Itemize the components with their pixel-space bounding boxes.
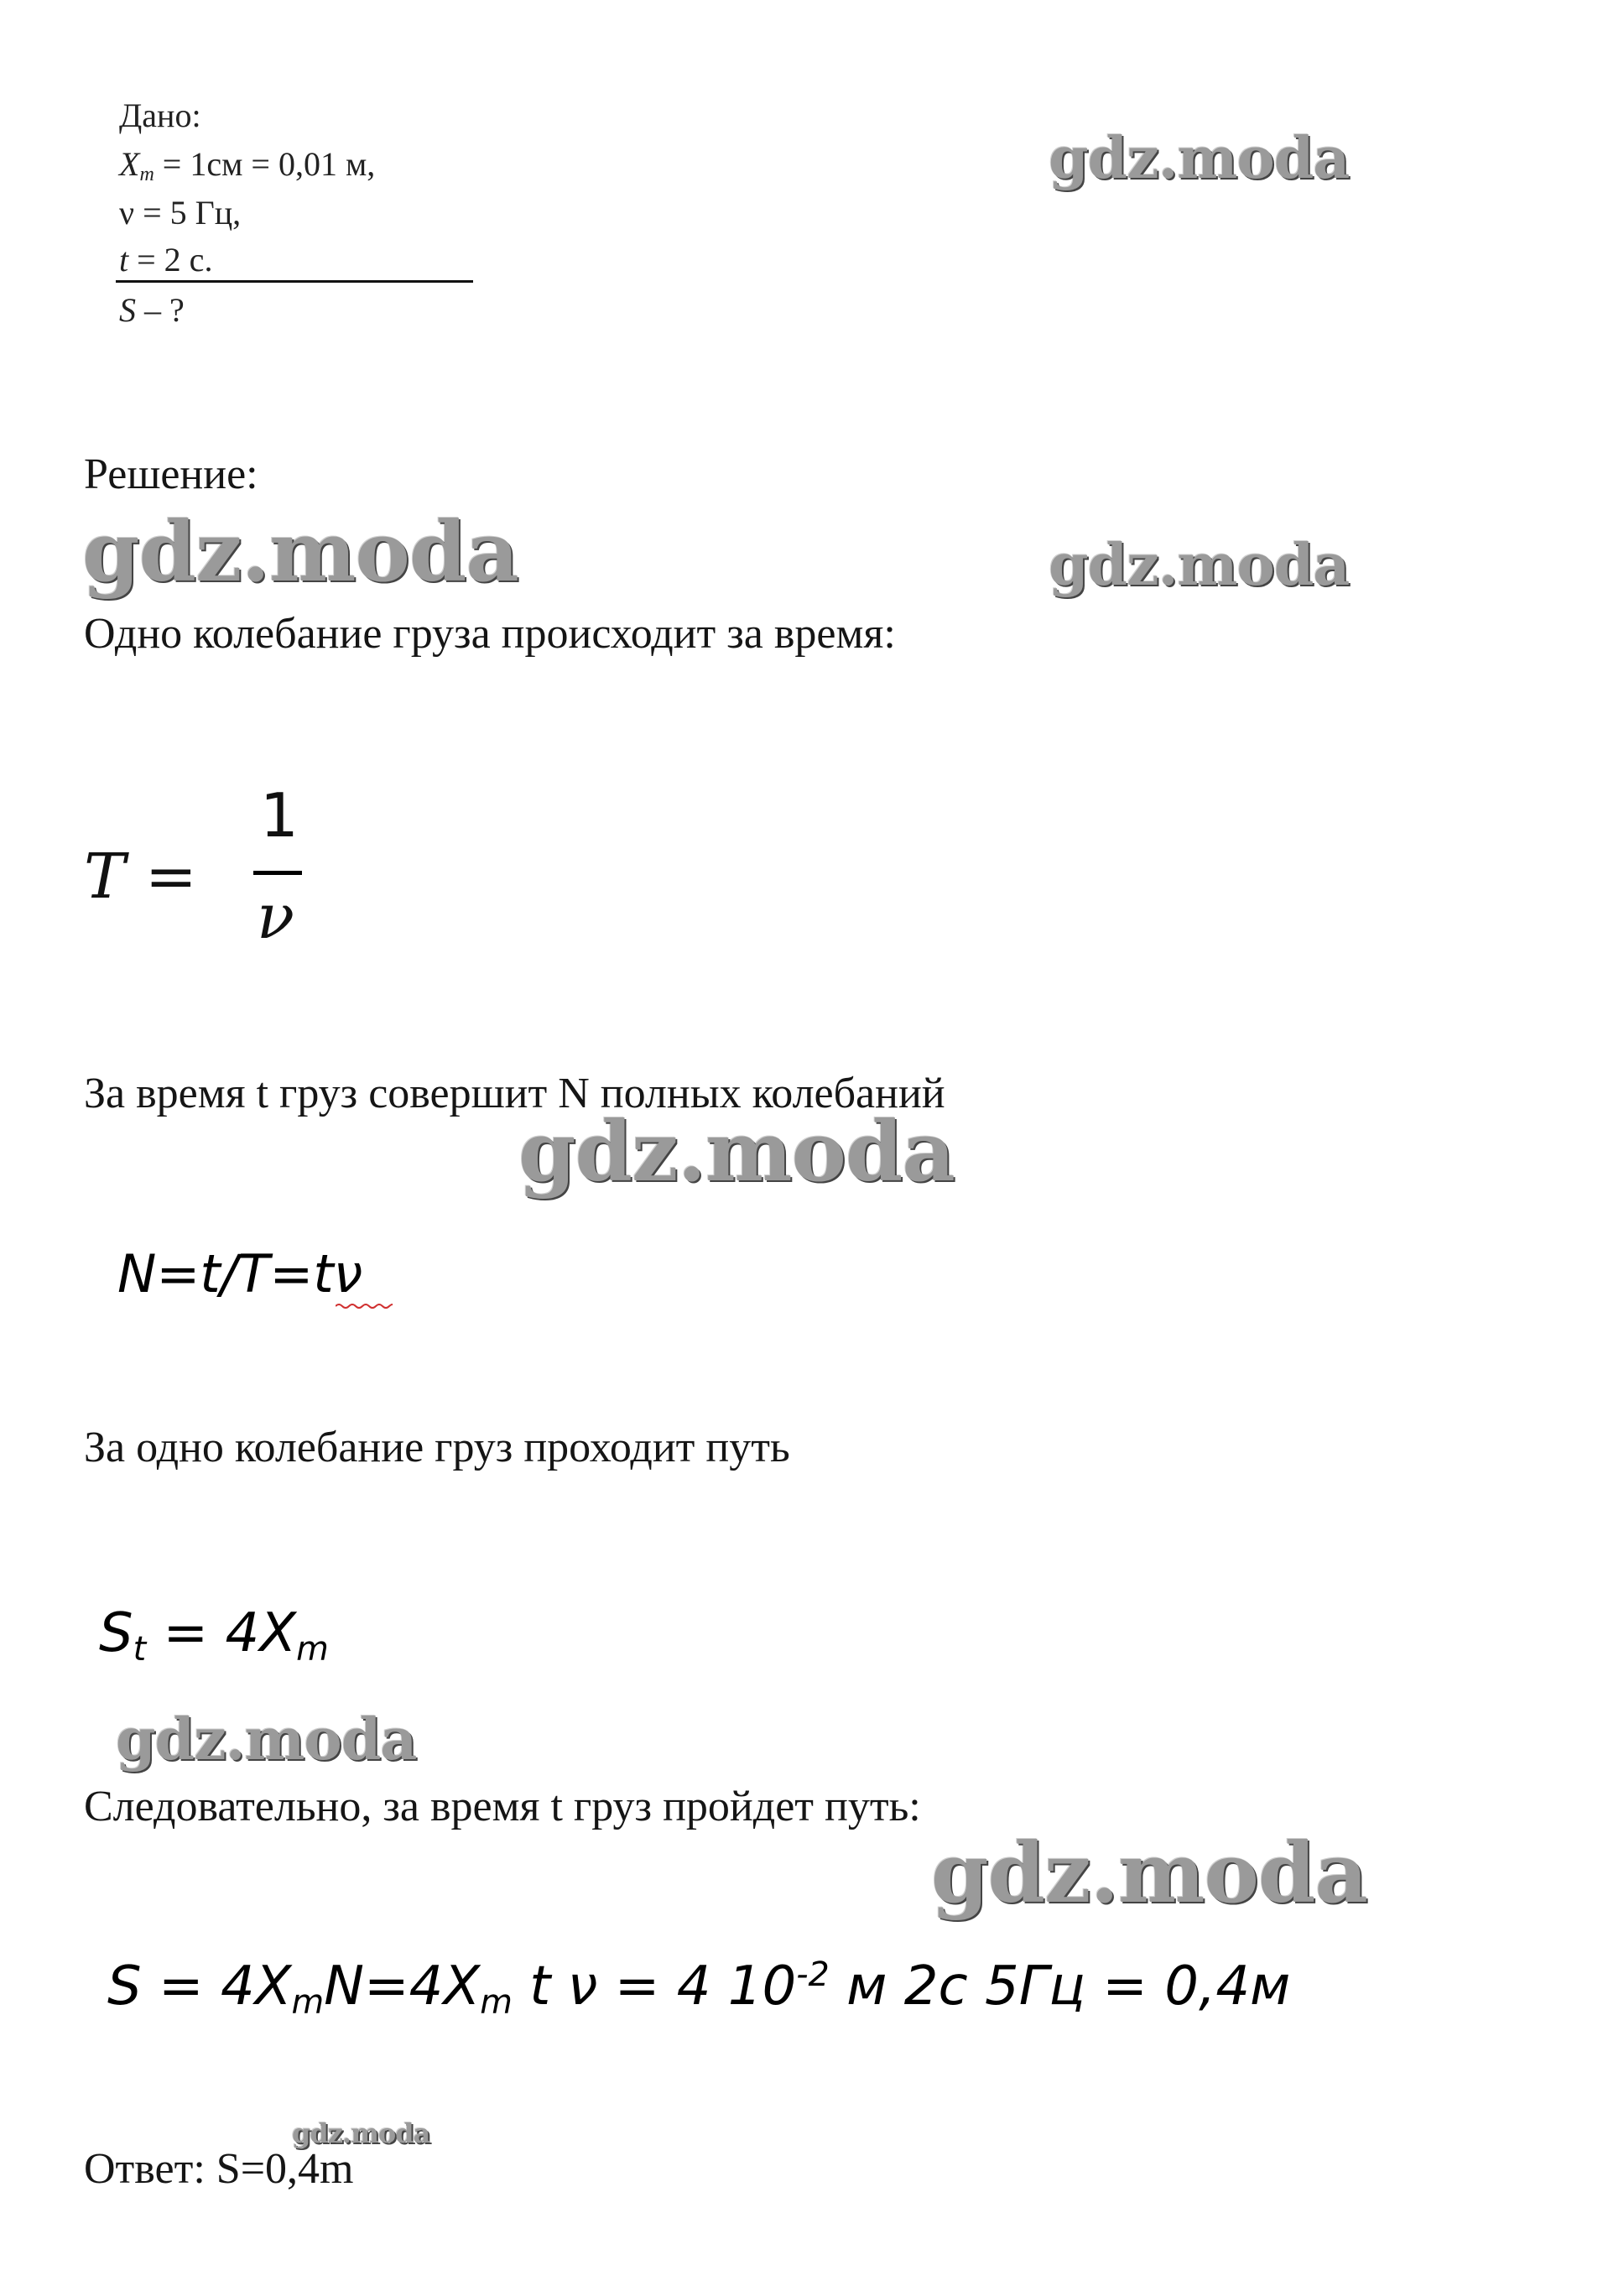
- st-rhs-subscript: m: [296, 1630, 329, 1669]
- given-title: [119, 96, 201, 134]
- amplitude-subscript: m: [139, 164, 154, 185]
- final-formula: [107, 1955, 1291, 2022]
- frequency-line: ν = 5 Гц,: [119, 194, 242, 232]
- paragraph-oscillations: За время t груз совершит N полных колебаний: [84, 1070, 945, 1117]
- final-sub1: m: [291, 1982, 325, 2022]
- final-sub2: m: [480, 1982, 513, 2022]
- st-rhs: = 4X: [146, 1602, 297, 1664]
- time-value: = 2 с.: [128, 241, 213, 279]
- period-formula: [84, 780, 302, 965]
- watermark: gdz.moda: [82, 504, 518, 601]
- given-time: [119, 243, 212, 277]
- paragraph-path-one: За одно колебание груз проходит путь: [84, 1424, 790, 1471]
- amplitude-value: = 1см = 0,01 м,: [154, 145, 376, 183]
- paragraph-path-total: Следовательно, за время t груз пройдет путь:: [84, 1783, 921, 1830]
- given-title-text: Дано:: [119, 96, 201, 134]
- st-formula: [99, 1602, 329, 1669]
- paragraph-period: Одно колебание груза происходит за время:: [84, 610, 896, 658]
- watermark: gdz.moda: [931, 1825, 1367, 1922]
- amplitude-symbol: X: [119, 145, 140, 183]
- given-frequency: [119, 196, 241, 230]
- period-lhs: T =: [84, 841, 197, 913]
- watermark: gdz.moda: [292, 2117, 430, 2149]
- find-value: – ?: [136, 291, 185, 329]
- spellcheck-underline: [336, 1303, 393, 1310]
- answer-line: Ответ: S=0,4m: [84, 2145, 354, 2193]
- watermark: gdz.moda: [1049, 532, 1350, 599]
- final-part2: N=4X: [324, 1955, 481, 2018]
- n-formula: N=t/T=tν: [117, 1243, 363, 1304]
- fraction-bar: [253, 871, 302, 875]
- final-part1: S = 4X: [107, 1955, 292, 2018]
- period-numerator: 1: [260, 780, 299, 851]
- watermark: gdz.moda: [518, 1104, 955, 1200]
- st-symbol: S: [99, 1602, 133, 1664]
- st-subscript: t: [133, 1630, 147, 1669]
- final-part3: t ν = 4 10: [512, 1955, 797, 2018]
- watermark: gdz.moda: [1049, 125, 1350, 192]
- solution-label: Решение:: [84, 450, 258, 498]
- find-symbol: S: [119, 291, 136, 329]
- watermark: gdz.moda: [116, 1706, 417, 1773]
- given-divider: [116, 280, 473, 283]
- period-denominator: ν: [257, 881, 294, 953]
- final-exponent: -2: [796, 1955, 830, 1994]
- final-part4: м 2с 5Гц = 0,4м: [829, 1955, 1291, 2018]
- time-symbol: t: [119, 241, 129, 279]
- given-find: [119, 291, 185, 329]
- given-amplitude: [119, 145, 376, 185]
